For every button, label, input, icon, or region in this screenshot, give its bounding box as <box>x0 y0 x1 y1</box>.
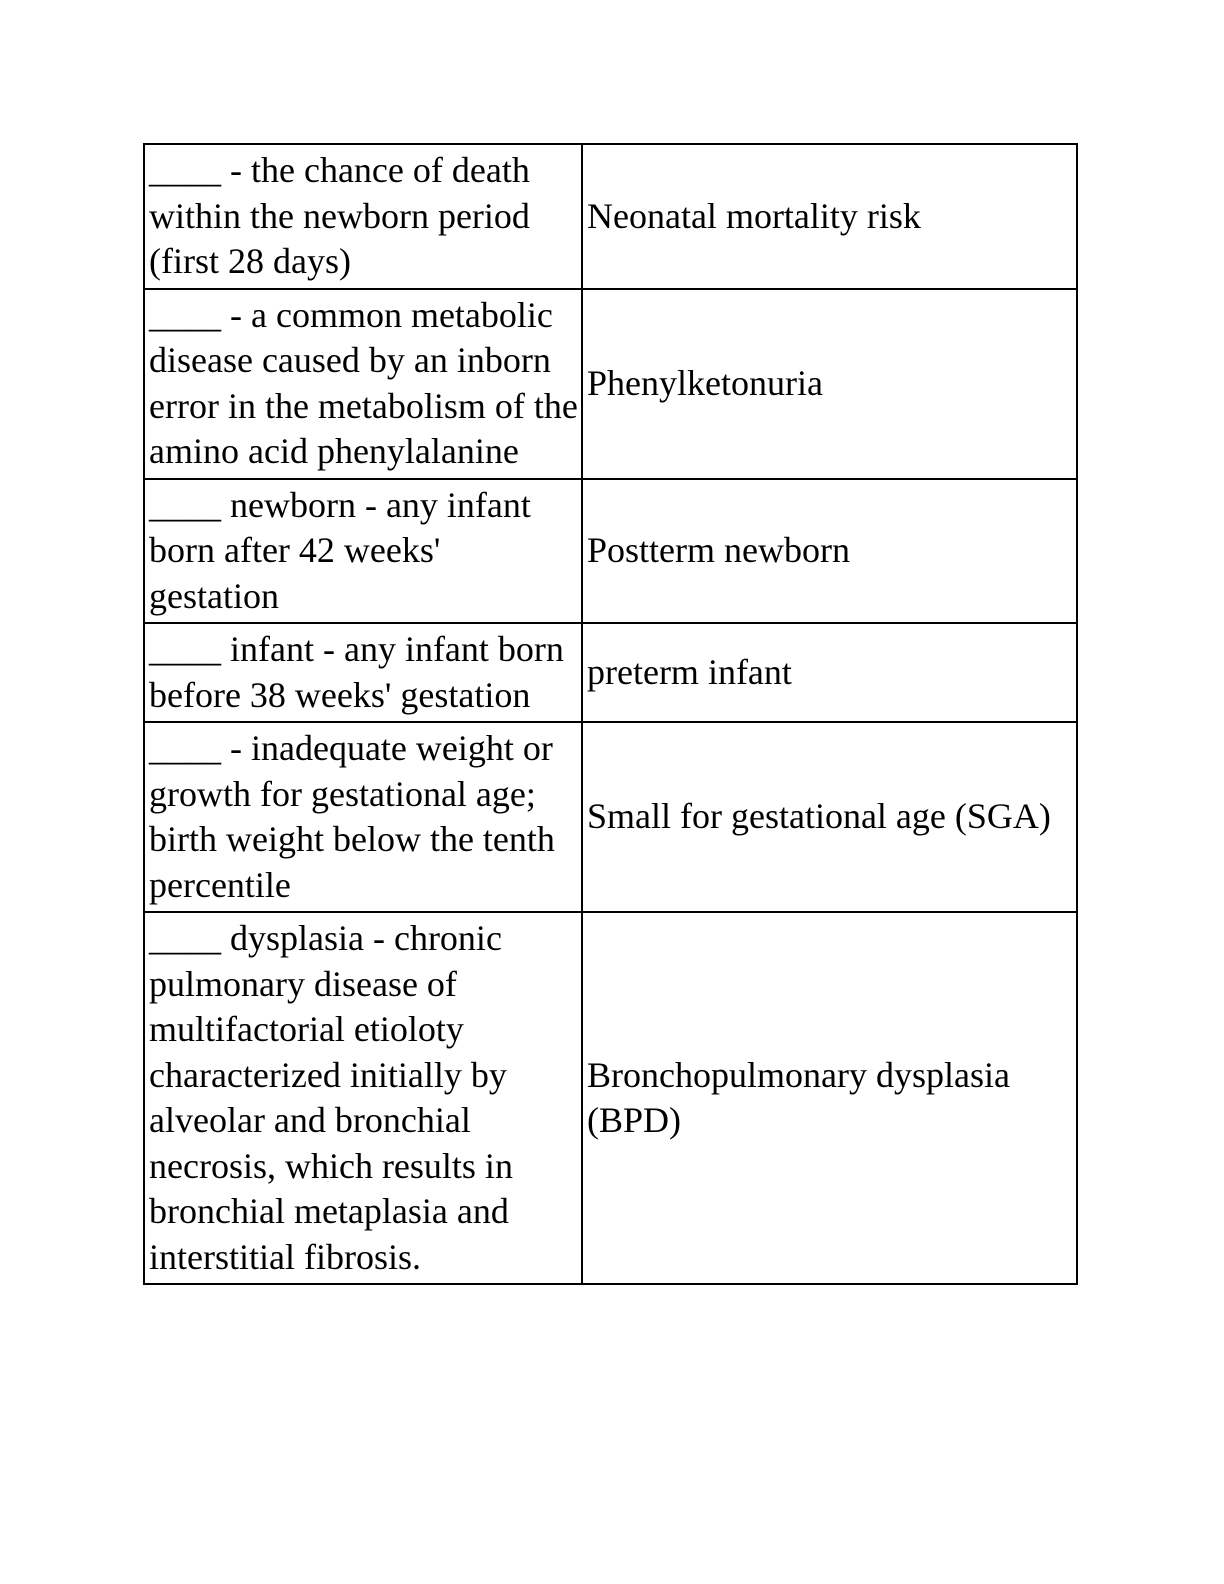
table-row <box>144 912 1077 1284</box>
table-row <box>144 144 1077 289</box>
question-cell: ____ infant - any infant born before 38 weeks' gestation <box>144 623 582 722</box>
table-row <box>144 479 1077 624</box>
answer-cell: Neonatal mortality risk <box>582 144 1077 289</box>
question-cell: ____ - the chance of death within the newborn period (first 28 days) <box>144 144 582 289</box>
table-row <box>144 722 1077 912</box>
answer-cell: Small for gestational age (SGA) <box>582 722 1077 912</box>
answer-cell: Postterm newborn <box>582 479 1077 624</box>
question-cell: ____ - a common metabolic disease caused by an inborn error in the metabolism of the amino acid phenylalanine <box>144 289 582 479</box>
answer-cell: Phenylketonuria <box>582 289 1077 479</box>
question-cell: ____ dysplasia - chronic pulmonary disease of multifactorial etioloty characterized initially by alveolar and bronchial necrosis, which results in bronchial metaplasia and interstitial fibrosis. <box>144 912 582 1284</box>
answer-cell: preterm infant <box>582 623 1077 722</box>
flashcard-table <box>143 143 1078 1285</box>
answer-cell: Bronchopulmonary dysplasia (BPD) <box>582 912 1077 1284</box>
question-cell: ____ newborn - any infant born after 42 weeks' gestation <box>144 479 582 624</box>
table-row <box>144 623 1077 722</box>
table-row <box>144 289 1077 479</box>
question-cell: ____ - inadequate weight or growth for gestational age; birth weight below the tenth percentile <box>144 722 582 912</box>
